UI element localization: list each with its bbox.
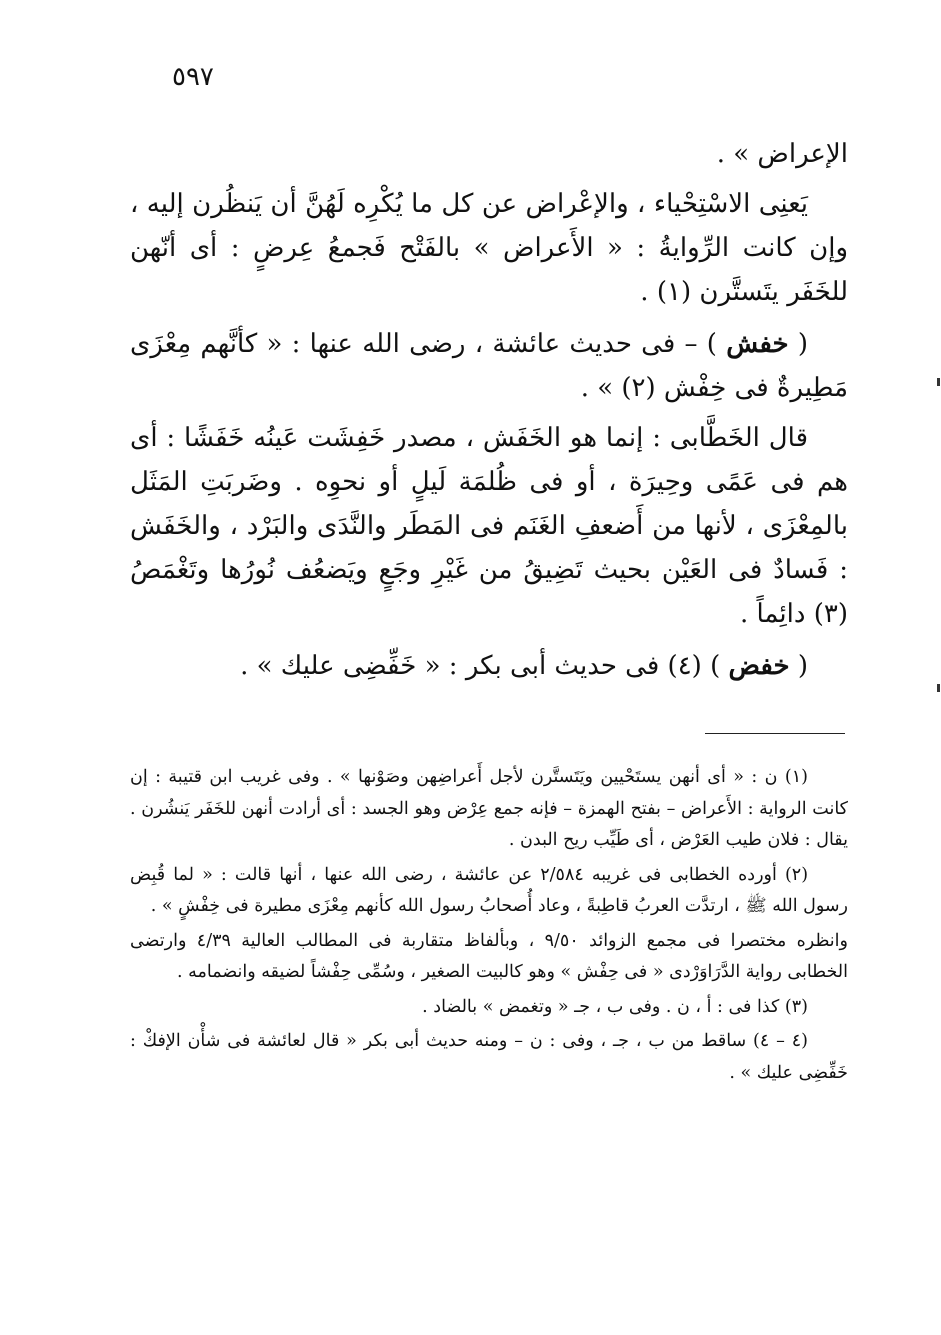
footnote-2: (٢) أورده الخطابى فى غريبه ٢/٥٨٤ عن عائشة ، رضى الله عنها ، أنها قالت : « لما قُبِض رسول الله ﷺ ، ارتدَّت العربُ قاطِبةً ، وعاد أُصحابُ رسول الله كأنهم مِعْزَى مطيرة فى خِفْشٍ » . (130, 864, 848, 916)
entry-khafad: ( خفض ) (٤) فى حديث أبى بكر : « خَفِّضِى عليك » . (240, 651, 808, 681)
paragraph-explanation: يَعنِى الاسْتِحْياء ، والإعْراض عن كل ما يُكْرِه لَهُنَّ أن يَنظُرن إليه ، وإن كانت الرِّوايةُ : « الأَعراض » بالفَتْح فَجمعُ عِرضٍ : أى أنّهن للخَفَر يتَستَّرن (١) . (130, 189, 848, 307)
footnote-separator (705, 733, 845, 734)
paragraph-khattabi: قال الخَطَّابى : إنما هو الخَفَش ، مصدر خَفِشَت عَينُه خَفَشًا : أى هم فى عَمًى وحِيرَة ، أو فى ظُلمَة لَيلٍ أو نحوِه . وضَربَتِ المَثَل بالمِعْزَى ، لأنها من أَضعفِ الغَنَم فى المَطَر والنَّدَى والبَرْد ، والخَفَش : فَسادٌ فى العَيْن بحيث تَضِيقُ من غَيْرِ وجَعٍ ويَضعُف نُورُها وتَغْمَصُ (٣) دائِماً . (130, 423, 848, 629)
entry-khafad-text: (٤) فى حديث أبى بكر : « خَفِّضِى عليك » . (240, 651, 702, 681)
footnote-1: (١) ن : « أى أنهن يستَحْيين ويَتَستَّرن لأجل أَعراضِهن وصَوْنها » . وفى غريب ابن قتيبة : إن كانت الرواية : الأَعراض – بفتح الهمزة – فإنه جمع عِرْض وهو الجسد : أى أرادت أنهن للخَفَر يَنشُرن . يقال : فلان طيب العَرْض ، أى طَيِّب ريح البدن . (130, 767, 848, 850)
headword-khafash: خفش (726, 329, 789, 359)
headword-khafad: خفض (728, 651, 790, 681)
footnote-4: (٤ – ٤) ساقط من ب ، جـ ، وفى : ن – ومنه حديث أبى بكر « قال لعائشة فى شأْن الإفكْ : خَفِّضِى عليك » . (130, 1031, 848, 1083)
footnote-3: (٣) كذا فى : أ ، ن . وفى ب ، جـ « وتغمض » بالضاد . (422, 996, 808, 1017)
paragraph-continuation: الإعراض » . (716, 139, 848, 169)
entry-khafash: ( خفش ) – فى حديث عائشة ، رضى الله عنها : « كأنَّهم مِعْزَى مَطِيرةٌ فى خِفْش (٢) » . (130, 329, 848, 403)
main-text (130, 132, 848, 694)
page-number: ٥٩٧ (172, 62, 214, 92)
scan-edge-mark (937, 684, 940, 692)
entry-khafash-text: – فى حديث عائشة ، رضى الله عنها : « كأنَّهم مِعْزَى مَطِيرةٌ فى خِفْش (٢) » . (130, 329, 848, 403)
footnotes (130, 762, 848, 1092)
scan-edge-mark (937, 378, 940, 386)
footnote-2-continued: وانظره مختصرا فى مجمع الزوائد ٩/٥٠ ، وبألفاظ متقاربة فى المطالب العالية ٤/٣٩ وارتضى الخطابى رواية الدَّرَاوَرْدى « فى حِفْش » وهو كالبيت الصغير ، وسُمِّى حِفْشاً لضيقه وانضمامه . (130, 930, 848, 982)
